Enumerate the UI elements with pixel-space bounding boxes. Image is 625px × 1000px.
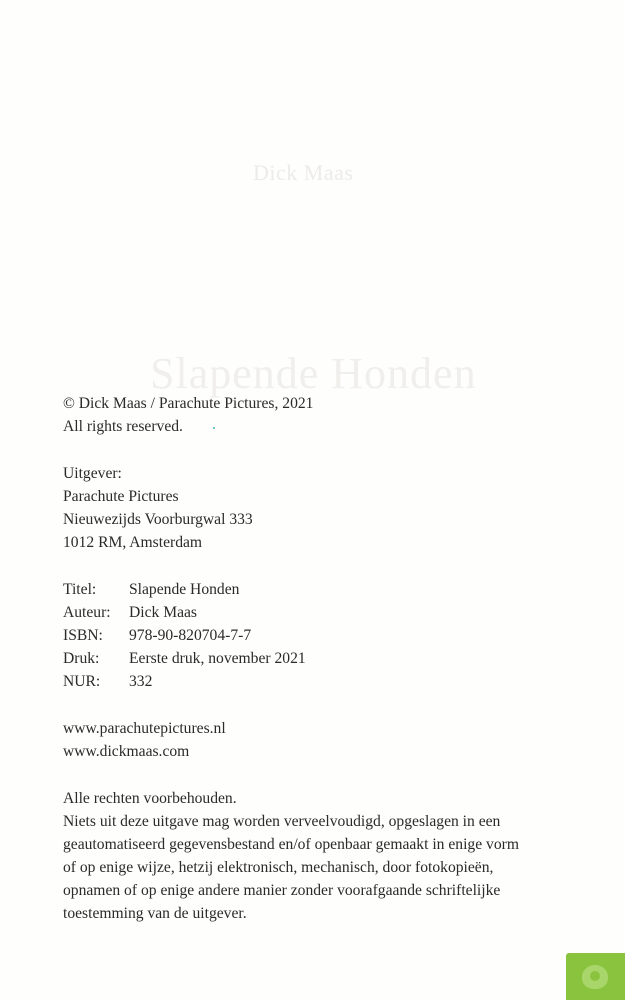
- meta-label: Druk:: [63, 650, 100, 667]
- spacer: [63, 693, 553, 717]
- copyright-line: © Dick Maas / Parachute Pictures, 2021: [63, 395, 314, 412]
- meta-value: Dick Maas: [129, 604, 197, 621]
- colophon: [63, 392, 553, 925]
- meta-label: ISBN:: [63, 627, 103, 644]
- copyright-block: [63, 392, 553, 438]
- meta-row-isbn: [63, 624, 553, 647]
- publisher-city: 1012 RM, Amsterdam: [63, 534, 203, 551]
- publisher-block: [63, 462, 553, 554]
- spacer: [63, 438, 553, 462]
- meta-value: 978-90-820704-7-7: [129, 627, 252, 644]
- meta-row-nur: [63, 670, 553, 693]
- meta-row-title: [63, 578, 553, 601]
- meta-label: Auteur:: [63, 604, 111, 621]
- legal-line: of op enige wijze, hetzij elektronisch, mechanisch, door fotokopieën,: [63, 859, 494, 876]
- meta-label: NUR:: [63, 673, 101, 690]
- metadata-block: [63, 578, 553, 693]
- website-link: www.parachutepictures.nl: [63, 720, 226, 737]
- meta-value: 332: [129, 673, 153, 690]
- legal-block: [63, 787, 553, 925]
- meta-row-print: [63, 647, 553, 670]
- publisher-street: Nieuwezijds Voorburgwal 333: [63, 511, 253, 528]
- watermark-badge-icon: [566, 953, 625, 1000]
- spacer: [63, 554, 553, 578]
- websites-block: [63, 717, 553, 763]
- spacer: [63, 763, 553, 787]
- publisher-name: Parachute Pictures: [63, 488, 179, 505]
- legal-heading: Alle rechten voorbehouden.: [63, 790, 237, 807]
- show-through-author: Dick Maas: [253, 160, 354, 185]
- legal-line: opnamen of op enige andere manier zonder voorafgaande schriftelijke: [63, 882, 501, 899]
- website-link: www.dickmaas.com: [63, 743, 190, 760]
- publisher-heading: Uitgever:: [63, 465, 122, 482]
- legal-line: toestemming van de uitgever.: [63, 905, 247, 922]
- legal-line: geautomatiseerd gegevensbestand en/of openbaar gemaakt in enige vorm: [63, 836, 519, 853]
- ink-speck: [213, 427, 215, 429]
- meta-label: Titel:: [63, 581, 97, 598]
- meta-value: Eerste druk, november 2021: [129, 650, 306, 667]
- show-through-title: Slapende Honden: [150, 349, 477, 398]
- meta-row-author: [63, 601, 553, 624]
- meta-value: Slapende Honden: [129, 581, 240, 598]
- rights-line: All rights reserved.: [63, 418, 183, 435]
- legal-line: Niets uit deze uitgave mag worden verveelvoudigd, opgeslagen in een: [63, 813, 501, 830]
